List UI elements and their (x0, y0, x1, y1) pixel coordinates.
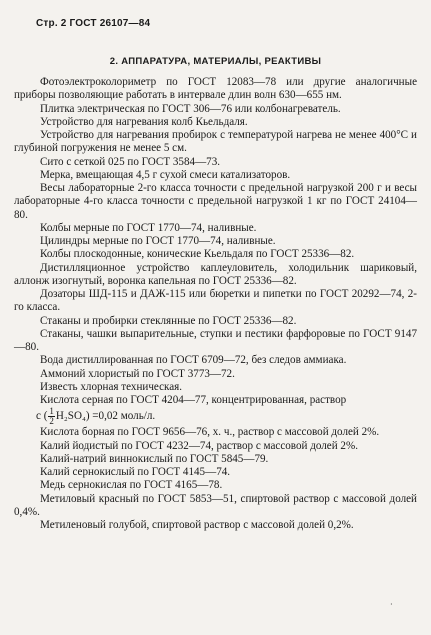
paragraph: Вода дистиллированная по ГОСТ 6709—72, без следов аммиака. (40, 354, 347, 367)
paragraph: Весы лабораторные 2-го класса точности с предельной нагрузкой 200 г и весы лабораторные 4-го класса точности с предельной нагрузкой 1 кг по ГОСТ 24104—80. (14, 182, 417, 221)
paragraph: Аммоний хлористый по ГОСТ 3773—72. (40, 367, 235, 380)
paragraph: Дозаторы ШД-115 и ДАЖ-115 или бюретки и пипетки по ГОСТ 20292—74, 2-го класса. (14, 288, 417, 314)
paragraph: Цилиндры мерные по ГОСТ 1770—74, наливные. (40, 235, 276, 247)
paragraph: Устройство для нагревания колб Кьельдаля. (40, 115, 248, 128)
paragraph: Кислота серная по ГОСТ 4204—77, концентрированная, раствор (40, 394, 347, 406)
paragraph: Мерка, вмещающая 4,5 г сухой смеси катализаторов. (40, 168, 291, 181)
paragraph: Дистилляционное устройство каплеуловитель, холодильник шариковый, аллонж изогнутый, воронка капельная по ГОСТ 25336—82. (14, 261, 417, 287)
paragraph: Калий сернокислый по ГОСТ 4145—74. (40, 466, 231, 478)
paragraph: Кислота борная по ГОСТ 9656—76, х. ч., раствор с массовой долей 2%. (40, 426, 380, 439)
section-title: 2. АППАРАТУРА, МАТЕРИАЛЫ, РЕАКТИВЫ (109, 56, 322, 67)
body-text (14, 76, 417, 532)
paragraph: Калий йодистый по ГОСТ 4232—74, раствор с массовой долей 2%. (40, 439, 358, 452)
paragraph: Фотоэлектроколориметр по ГОСТ 12083—78 или другие аналогичные приборы позволяющие работать в интервале длин волн 630—655 нм. (14, 76, 417, 102)
paragraph: Колбы плоскодонные, конические Кьельдаля по ГОСТ 25336—82. (40, 248, 355, 261)
paragraph: Устройство для нагревания пробирок с температурой нагрева не менее 400°С и глубиной погружения не менее 5 см. (14, 129, 417, 155)
fraction-numerator: 1 (49, 406, 54, 417)
paragraph: Плитка электрическая по ГОСТ 306—76 или колбонагреватель. (40, 102, 341, 115)
fraction-denominator: 2 (49, 416, 54, 427)
paragraph: Известь хлорная техническая. (40, 380, 183, 393)
running-header: Стр. 2 ГОСТ 26107—84 (36, 18, 151, 29)
paragraph: Метиловый красный по ГОСТ 5853—51, спиртовой раствор с массовой долей 0,4%. (14, 492, 417, 518)
paragraph: Колбы мерные по ГОСТ 1770—74, наливные. (40, 221, 257, 234)
paragraph: Медь сернокислая по ГОСТ 4165—78. (40, 479, 223, 492)
fraction (48, 407, 55, 426)
paragraph: Метиленовый голубой, спиртовой раствор с массовой долей 0,2%. (40, 519, 354, 531)
concentration-formula (14, 407, 417, 426)
paragraph: Сито с сеткой 025 по ГОСТ 3584—73. (40, 155, 221, 168)
paragraph: Стаканы, чашки выпарительные, ступки и пестики фарфоровые по ГОСТ 9147—80. (14, 327, 417, 353)
paragraph: Калий-натрий виннокислый по ГОСТ 5845—79. (40, 452, 269, 465)
print-mark-dot: · (390, 600, 393, 609)
paragraph: Стаканы и пробирки стеклянные по ГОСТ 25336—82. (40, 314, 297, 327)
formula-suffix: H₂SO₄) =0,02 моль/л. (55, 410, 156, 423)
formula-prefix: с ( (36, 410, 48, 423)
